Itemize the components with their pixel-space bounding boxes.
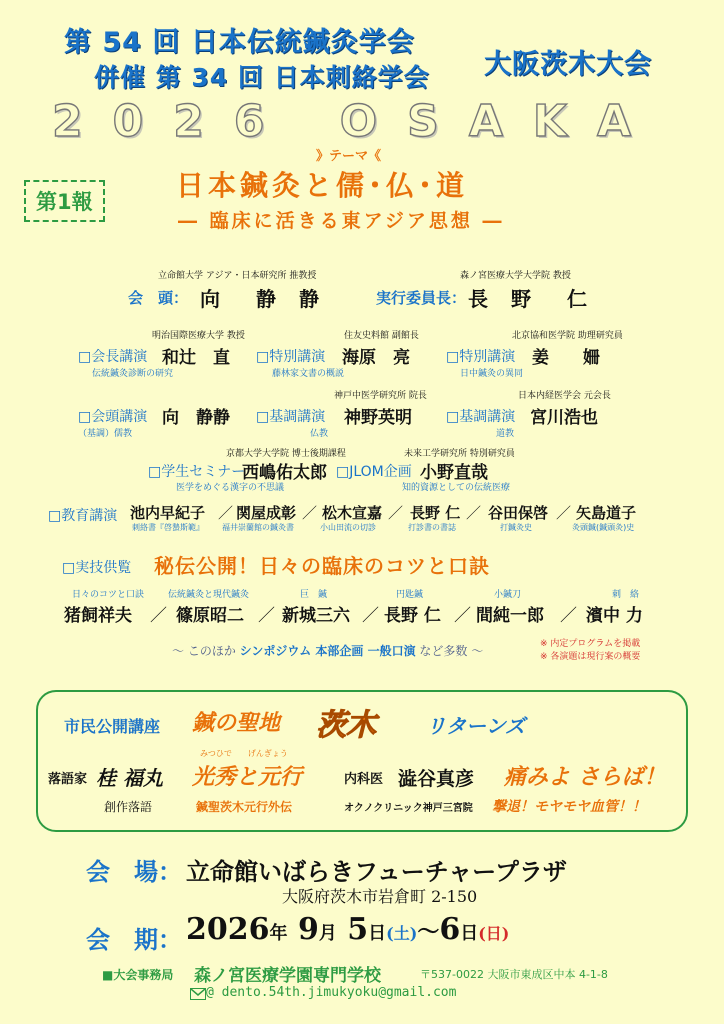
rakugo-title: 光秀と元行 [192, 764, 303, 790]
education-topic-1: 刺絡書『啓蟄斯範』 [132, 523, 204, 532]
theme-label: 》テーマ《 [316, 149, 382, 164]
practice-name-1: 猪飼祥夫 [64, 606, 132, 626]
row3-type-2: □JLOM企画 [336, 464, 412, 480]
row2-affil-2: 神戸中医学研究所 院長 [334, 391, 427, 401]
education-name-4: 長野 仁 [410, 504, 461, 522]
conference-venue-title: 大阪茨木大会 [484, 49, 652, 80]
chair-role: 会 頭： [128, 289, 189, 307]
venue-label: 会 場： [86, 858, 182, 886]
row1-type-2: □特別講演 [256, 349, 326, 365]
period-label: 会 期： [86, 926, 182, 954]
education-topic-2: 福井崇蘭館の鍼灸書 [222, 523, 294, 532]
doctor-subtitle: 撃退！モヤモヤ血管！！ [492, 799, 646, 815]
row1-topic-1: 伝統鍼灸診断の研究 [92, 369, 174, 379]
row1-type-1: □会長講演 [78, 349, 148, 365]
rakugo-ruby: みつひで げんぎょう [200, 749, 288, 758]
program-note-1: ※ 内定プログラムを掲載 [540, 639, 641, 649]
row2-name-1: 向 静静 [162, 408, 230, 428]
venue-address: 大阪府茨木市岩倉町 2-150 [282, 887, 478, 906]
separator: ／ [556, 504, 572, 522]
practice-name-3: 新城三六 [282, 606, 350, 626]
civic-title-a: 鍼の聖地 [192, 710, 281, 736]
office-email[interactable] [206, 985, 456, 1000]
other-programs [172, 642, 483, 659]
row2-affil-3: 日本内経医学会 元会長 [518, 391, 611, 401]
row1-type-3: □特別講演 [446, 349, 516, 365]
practice-topic-3: 巨 鍼 [300, 590, 328, 600]
education-name-3: 松木宣嘉 [322, 504, 383, 522]
row2-name-3: 宮川浩也 [530, 408, 598, 428]
education-topic-3: 小山田流の切診 [320, 523, 376, 532]
period-year-value: 2026 [186, 912, 270, 947]
practice-name-5: 間純一郎 [476, 606, 544, 626]
other-items: シンポジウム 本部企画 一般口演 [239, 644, 416, 658]
separator: ／ [218, 504, 234, 522]
practice-type: □実技供覧 [62, 560, 132, 576]
education-name-2: 関屋成彰 [236, 504, 297, 522]
rakugo-genre: 創作落語 [104, 800, 153, 814]
practice-topic-6: 刺 絡 [612, 590, 640, 600]
civic-title-c: リターンズ [426, 714, 525, 738]
year-city-banner: 2026 OSAKA [52, 96, 662, 147]
row1-topic-2: 藤林家文書の概説 [272, 369, 345, 379]
practice-topic-1: 日々のコツと口訣 [72, 590, 145, 600]
chair-name: 向 静 静 [200, 287, 327, 311]
email-prefix: @ [206, 985, 214, 1000]
mail-icon-shape [191, 989, 205, 999]
period-day1-unit: 日 [368, 923, 387, 944]
theme-subtitle: ― 臨床に活きる東アジア思想 ― [178, 210, 505, 232]
doctor-clinic: オクノクリニック神戸三宮院 [344, 803, 473, 814]
practice-topic-5: 小鍼刀 [494, 590, 522, 600]
practice-name-2: 篠原昭二 [176, 606, 244, 626]
other-suffix: など多数 ～ [419, 644, 484, 658]
email-address: dento.54th.jimukyoku@gmail.com [221, 985, 457, 1000]
row3-topic-1: 医学をめぐる漢字の不思議 [176, 483, 285, 493]
education-type: □教育講演 [48, 508, 118, 524]
separator: ／ [150, 606, 167, 626]
committee-affiliation: 森ノ宮医療大学大学院 教授 [460, 271, 571, 281]
period-year-unit: 年 [269, 923, 288, 944]
conference-title: 第 54 回 日本伝統鍼灸学会 [64, 27, 415, 58]
period-weekday-2: (日) [478, 924, 510, 943]
practice-name-6: 濱中 力 [586, 606, 643, 626]
office-label: ■大会事務局 [102, 968, 174, 982]
program-note-2: ※ 各演題は現行案の概要 [540, 652, 641, 662]
separator: ／ [388, 504, 404, 522]
doctor-title: 痛みよ さらば！ [504, 764, 666, 790]
row3-name-1: 西嶋佑太郎 [242, 463, 327, 483]
period-day1-value: 5 [347, 912, 369, 947]
doctor-name: 澁谷真彦 [398, 768, 475, 790]
row2-name-2: 神野英明 [344, 408, 412, 428]
row3-type-1: □学生セミナー [148, 464, 246, 480]
period-day2-unit: 日 [460, 923, 479, 944]
row2-type-2: □基調講演 [256, 409, 326, 425]
row1-name-3: 姜 姍 [532, 348, 600, 368]
committee-name: 長 野 仁 [468, 287, 595, 311]
civic-label: 市民公開講座 [64, 717, 161, 736]
office-name: 森ノ宮医療学園専門学校 [194, 966, 381, 986]
education-topic-6: 灸頭鍼(鍼頭灸)史 [572, 523, 635, 532]
row2-topic-3: 道教 [496, 429, 515, 439]
report-badge: 第1報 [24, 180, 105, 222]
practice-topic-4: 円匙鍼 [396, 590, 424, 600]
period-tilde: ～ [417, 919, 440, 945]
period-month-value: 9 [297, 912, 319, 947]
separator: ／ [302, 504, 318, 522]
period-dates [186, 912, 509, 947]
rakugo-name: 桂 福丸 [96, 766, 163, 790]
practice-topic-2: 伝統鍼灸と現代鍼灸 [168, 590, 250, 600]
other-prefix: ～ このほか [172, 644, 236, 658]
row1-name-2: 海原 亮 [342, 348, 410, 368]
row1-topic-3: 日中鍼灸の異同 [460, 369, 524, 379]
practice-name-4: 長野 仁 [384, 606, 441, 626]
row3-affil-2: 未来工学研究所 特別研究員 [404, 449, 515, 459]
education-name-6: 矢島道子 [576, 504, 637, 522]
rakugo-role: 落語家 [48, 772, 88, 787]
office-address: 〒537-0022 大阪市東成区中本 4-1-8 [420, 968, 608, 981]
period-day2-value: 6 [439, 912, 461, 947]
venue-name: 立命館いばらきフューチャープラザ [186, 858, 567, 886]
row3-name-2: 小野直哉 [420, 463, 488, 483]
rakugo-subtitle: 鍼聖茨木元行外伝 [196, 800, 293, 814]
period-month-unit: 月 [318, 923, 337, 944]
separator: ／ [560, 606, 577, 626]
row1-affil-1: 明治国際医療大学 教授 [152, 331, 245, 341]
row3-affil-1: 京都大学大学院 博士後期課程 [226, 449, 346, 459]
civic-title-b: 茨木 [316, 708, 376, 743]
committee-role: 実行委員長： [376, 289, 467, 307]
chair-affiliation: 立命館大学 アジア・日本研究所 推教授 [158, 271, 317, 281]
education-name-5: 谷田保啓 [488, 504, 549, 522]
separator: ／ [466, 504, 482, 522]
row1-affil-3: 北京協和医学院 助理研究員 [512, 331, 623, 341]
row2-topic-2: 仏教 [310, 429, 329, 439]
row2-type-1: □会頭講演 [78, 409, 148, 425]
row1-name-1: 和辻 直 [162, 348, 230, 368]
practice-headline: 秘伝公開！日々の臨床のコツと口訣 [154, 554, 490, 578]
separator: ／ [362, 606, 379, 626]
theme-main: 日本鍼灸と儒･仏･道 [176, 169, 469, 202]
education-topic-4: 打診書の書誌 [408, 523, 456, 532]
doctor-role: 内科医 [344, 772, 384, 787]
row2-topic-1: （基調）儒教 [78, 429, 133, 439]
separator: ／ [258, 606, 275, 626]
row1-affil-2: 住友史料館 副館長 [344, 331, 419, 341]
education-topic-5: 打鍼灸史 [500, 523, 532, 532]
row3-topic-2: 知的資源としての伝統医療 [402, 483, 511, 493]
row2-type-3: □基調講演 [446, 409, 516, 425]
mail-icon [190, 988, 206, 1000]
period-weekday-1: (土) [386, 924, 418, 943]
education-name-1: 池内早紀子 [130, 504, 206, 522]
co-conference-title: 併催 第 34 回 日本刺絡学会 [94, 63, 430, 92]
separator: ／ [454, 606, 471, 626]
